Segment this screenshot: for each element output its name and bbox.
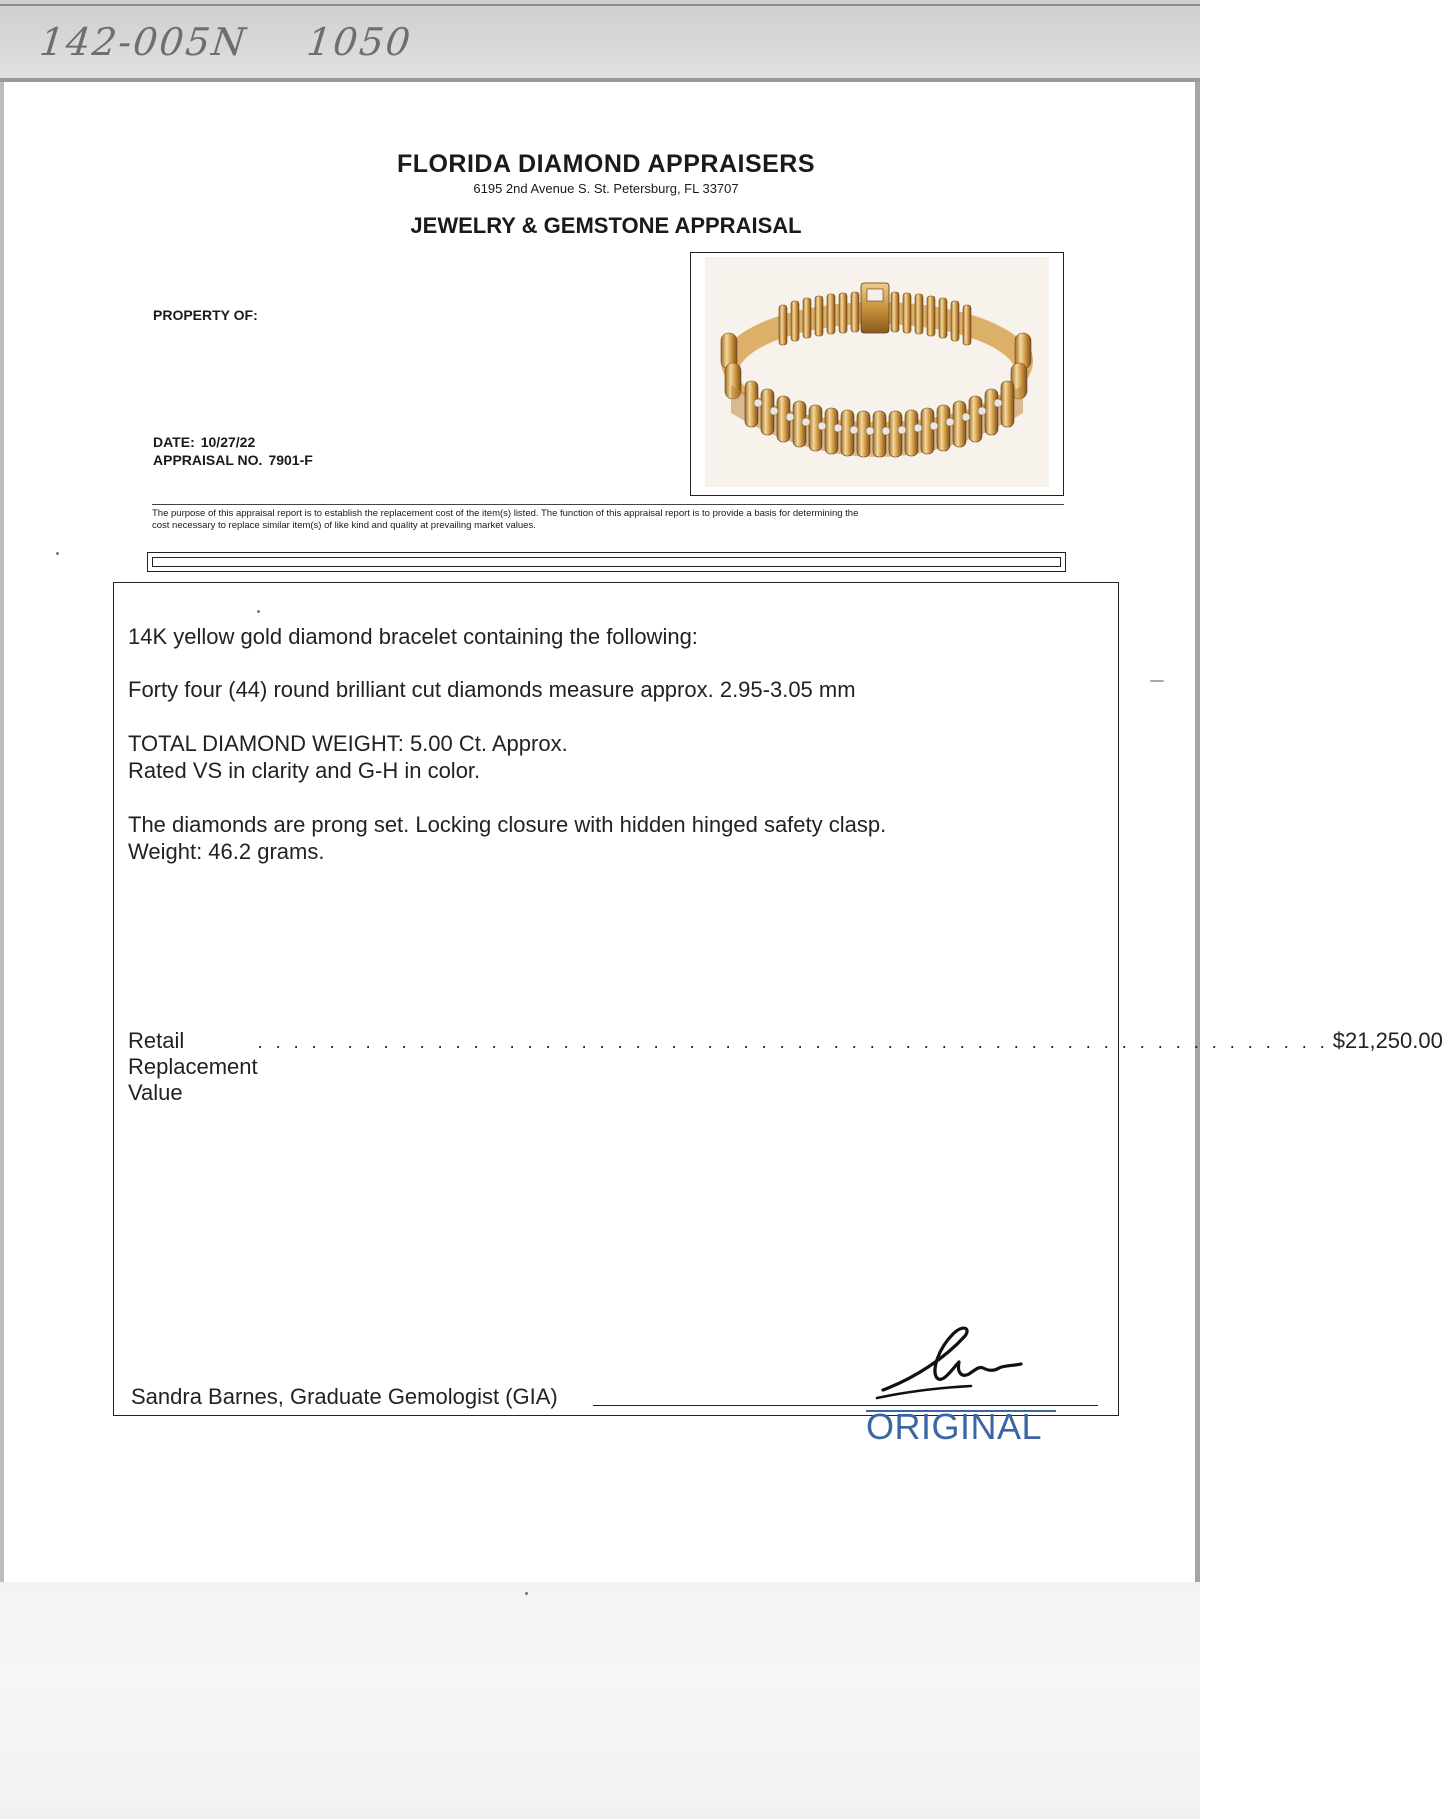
description-box xyxy=(113,582,1119,1416)
original-stamp: ORIGINAL xyxy=(866,1406,1043,1447)
item-description-line: Forty four (44) round brilliant cut diamonds measure approx. 2.95-3.05 mm xyxy=(128,677,856,702)
date-field xyxy=(153,434,255,450)
item-description-line: TOTAL DIAMOND WEIGHT: 5.00 Ct. Approx. xyxy=(128,731,568,756)
item-photo-frame xyxy=(690,252,1064,496)
scan-top-line xyxy=(0,4,1200,6)
scan-speck xyxy=(525,1592,528,1595)
document-title: JEWELRY & GEMSTONE APPRAISAL xyxy=(410,213,802,238)
item-description-line: Weight: 46.2 grams. xyxy=(128,839,325,864)
scan-speck xyxy=(257,610,260,613)
scan-left-edge xyxy=(0,82,4,1582)
appraisal-number-value: 7901-F xyxy=(268,452,313,468)
scan-speck xyxy=(1150,680,1164,682)
appraisal-number-field xyxy=(153,452,313,468)
company-name: FLORIDA DIAMOND APPRAISERS xyxy=(396,150,816,178)
handwritten-code: 142-005N xyxy=(37,20,250,64)
purpose-line-1: The purpose of this appraisal report is to establish the replacement cost of the item(s) listed. The function of this appraisal report is to provide a basis for determining the xyxy=(152,508,859,519)
company-address: 6195 2nd Avenue S. St. Petersburg, FL 33707 xyxy=(473,181,739,196)
letterhead xyxy=(0,150,1212,239)
retail-value-label: Retail Replacement Value xyxy=(128,1028,258,1105)
appraiser-name: Sandra Barnes, Graduate Gemologist (GIA) xyxy=(131,1384,558,1409)
handwritten-number: 1050 xyxy=(304,20,415,64)
date-value: 10/27/22 xyxy=(200,434,256,450)
scan-speck xyxy=(56,552,59,555)
item-description-line: Rated VS in clarity and G-H in color. xyxy=(128,758,481,783)
retail-replacement-value-row xyxy=(128,1028,1443,1106)
dot-leader: . . . . . . . . . . . . . . . . . . . . . . . . . . . . . . . . . . . . . . . . . . . . . . . . . . . . . . . . . . . . xyxy=(257,1032,1329,1052)
purpose-line-2: cost necessary to replace similar item(s) of like kind and quality at prevailing market values. xyxy=(152,520,536,531)
item-description-line: The diamonds are prong set. Locking closure with hidden hinged safety clasp. xyxy=(128,812,887,837)
double-rule-bar xyxy=(147,552,1066,572)
purpose-statement xyxy=(152,504,1064,532)
scan-page-edge xyxy=(0,78,1200,82)
handwritten-signature xyxy=(875,1318,1035,1408)
retail-value-amount: $21,250.00 xyxy=(1332,1028,1443,1053)
date-label: DATE: xyxy=(153,434,195,450)
scan-bottom-margin xyxy=(0,1582,1200,1819)
bracelet-photo xyxy=(691,253,1063,495)
handwritten-note xyxy=(38,20,414,64)
property-of-label: PROPERTY OF: xyxy=(153,307,258,323)
scan-right-edge xyxy=(1195,82,1200,1582)
appraisal-number-label: APPRAISAL NO. xyxy=(153,452,263,468)
item-description-line: 14K yellow gold diamond bracelet containing the following: xyxy=(128,624,698,649)
